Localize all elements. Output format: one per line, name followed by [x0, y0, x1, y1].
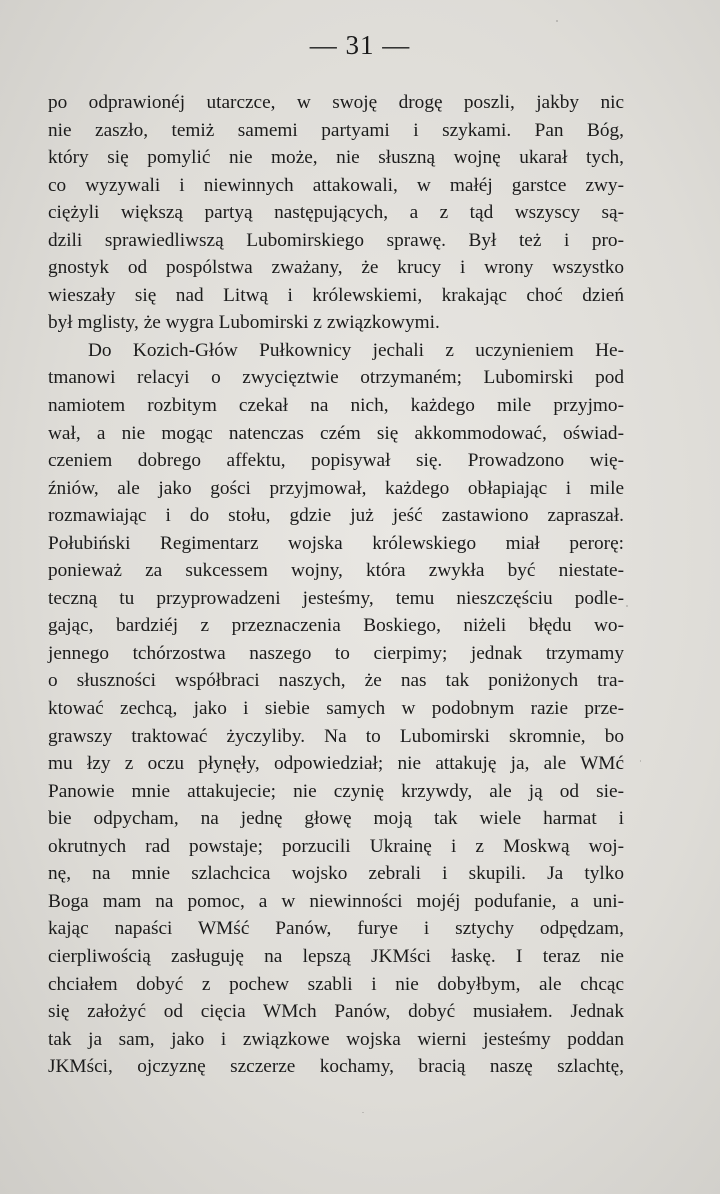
text-line: był mglisty, że wygra Lubomirski z związkowymi.: [48, 312, 440, 334]
text-line: Połubiński Regimentarz wojska królewskiego miał perorę:: [48, 532, 624, 554]
text-line: gnostyk od pospólstwa zważany, że krucy i wrony wszystko: [48, 257, 624, 279]
text-line: po odprawionéj utarczce, w swoję drogę poszli, jakby nic: [48, 92, 624, 113]
text-line: ktować zechcą, jako i siebie samych w podobnym razie prze-: [48, 698, 624, 720]
text-line: Boga mam na pomoc, a w niewinności mojéj podufanie, a uni-: [48, 890, 624, 912]
text-line: JKMści, ojczyznę szczerze kochamy, bracią naszę szlachtę,: [48, 1056, 624, 1078]
text-line: się założyć od cięcia WMch Panów, dobyć musiałem. Jednak: [48, 1001, 624, 1023]
text-line: czeniem dobrego affektu, popisywał się. Prowadzono wię-: [48, 450, 624, 472]
text-line: ciężyli większą partyą następujących, a z tąd wszyscy są-: [48, 202, 624, 224]
text-line: dzili sprawiedliwszą Lubomirskiego sprawę. Był też i pro-: [48, 229, 624, 251]
text-line: który się pomylić nie może, nie słuszną wojnę ukarał tych,: [48, 147, 624, 169]
text-line: nę, na mnie szlachcica wojsko zebrali i skupili. Ja tylko: [48, 863, 624, 885]
text-line: nie zaszło, temiż samemi partyami i szykami. Pan Bóg,: [48, 119, 624, 141]
text-line: tak ja sam, jako i związkowe wojska wierni jesteśmy poddan: [48, 1028, 624, 1050]
paper-speck: [626, 605, 628, 607]
text-line: grawszy traktować życzyliby. Na to Lubomirski skromnie, bo: [48, 725, 624, 747]
text-line: ponieważ za sukcessem wojny, która zwykła być niestate-: [48, 560, 624, 582]
paper-speck: [640, 760, 641, 762]
text-line: rozmawiając i do stołu, gdzie już jeść zastawiono zapraszał.: [48, 505, 624, 527]
text-line: tmanowi relacyi o zwycięztwie otrzymaném; Lubomirski pod: [48, 367, 624, 389]
text-line: chciałem dobyć z pochew szabli i nie dobyłbym, ale chcąc: [48, 973, 624, 995]
text-line: co wyzywali i niewinnych attakowali, w małéj garstce zwy-: [48, 174, 624, 196]
paper-speck: [362, 1112, 364, 1113]
text-line: gając, bardziéj z przeznaczenia Boskiego, niżeli błędu wo-: [48, 615, 624, 637]
text-line: wieszały się nad Litwą i królewskiemi, krakając choć dzień: [48, 284, 624, 306]
page-text: [48, 89, 624, 1081]
text-line: teczną tu przyprowadzeni jesteśmy, temu nieszczęściu podle-: [48, 587, 624, 609]
text-line: cierpliwością zasługuję na lepszą JKMści łaskę. I teraz nie: [48, 945, 624, 967]
text-line: bie odpycham, na jednę głowę moją tak wiele harmat i: [48, 808, 624, 830]
text-line: Panowie mnie attakujecie; nie czynię krzywdy, ale ją od sie-: [48, 780, 624, 802]
text-line: jennego tchórzostwa naszego to cierpimy; jednak trzymamy: [48, 642, 624, 664]
text-line: mu łzy z oczu płynęły, odpowiedział; nie attakuję ja, ale WMć: [48, 753, 624, 775]
page-number: — 31 —: [309, 30, 411, 60]
text-line: okrutnych rad powstaje; porzucili Ukrainę i z Moskwą woj-: [48, 835, 624, 857]
text-line: namiotem rozbitym czekał na nich, każdego mile przyjmo-: [48, 395, 624, 417]
text-line: kając napaści WMść Panów, furye i sztychy odpędzam,: [48, 918, 624, 940]
text-line: źniów, ale jako gości przyjmował, każdego obłapiając i mile: [48, 477, 624, 499]
text-line: wał, a nie mogąc natenczas czém się akkommodować, oświad-: [48, 422, 624, 444]
paper-speck: [556, 20, 558, 22]
text-line: o słuszności współbraci naszych, że nas tak poniżonych tra-: [48, 670, 624, 692]
text-line: Do Kozich-Głów Pułkownicy jechali z uczynieniem He-: [88, 339, 624, 361]
